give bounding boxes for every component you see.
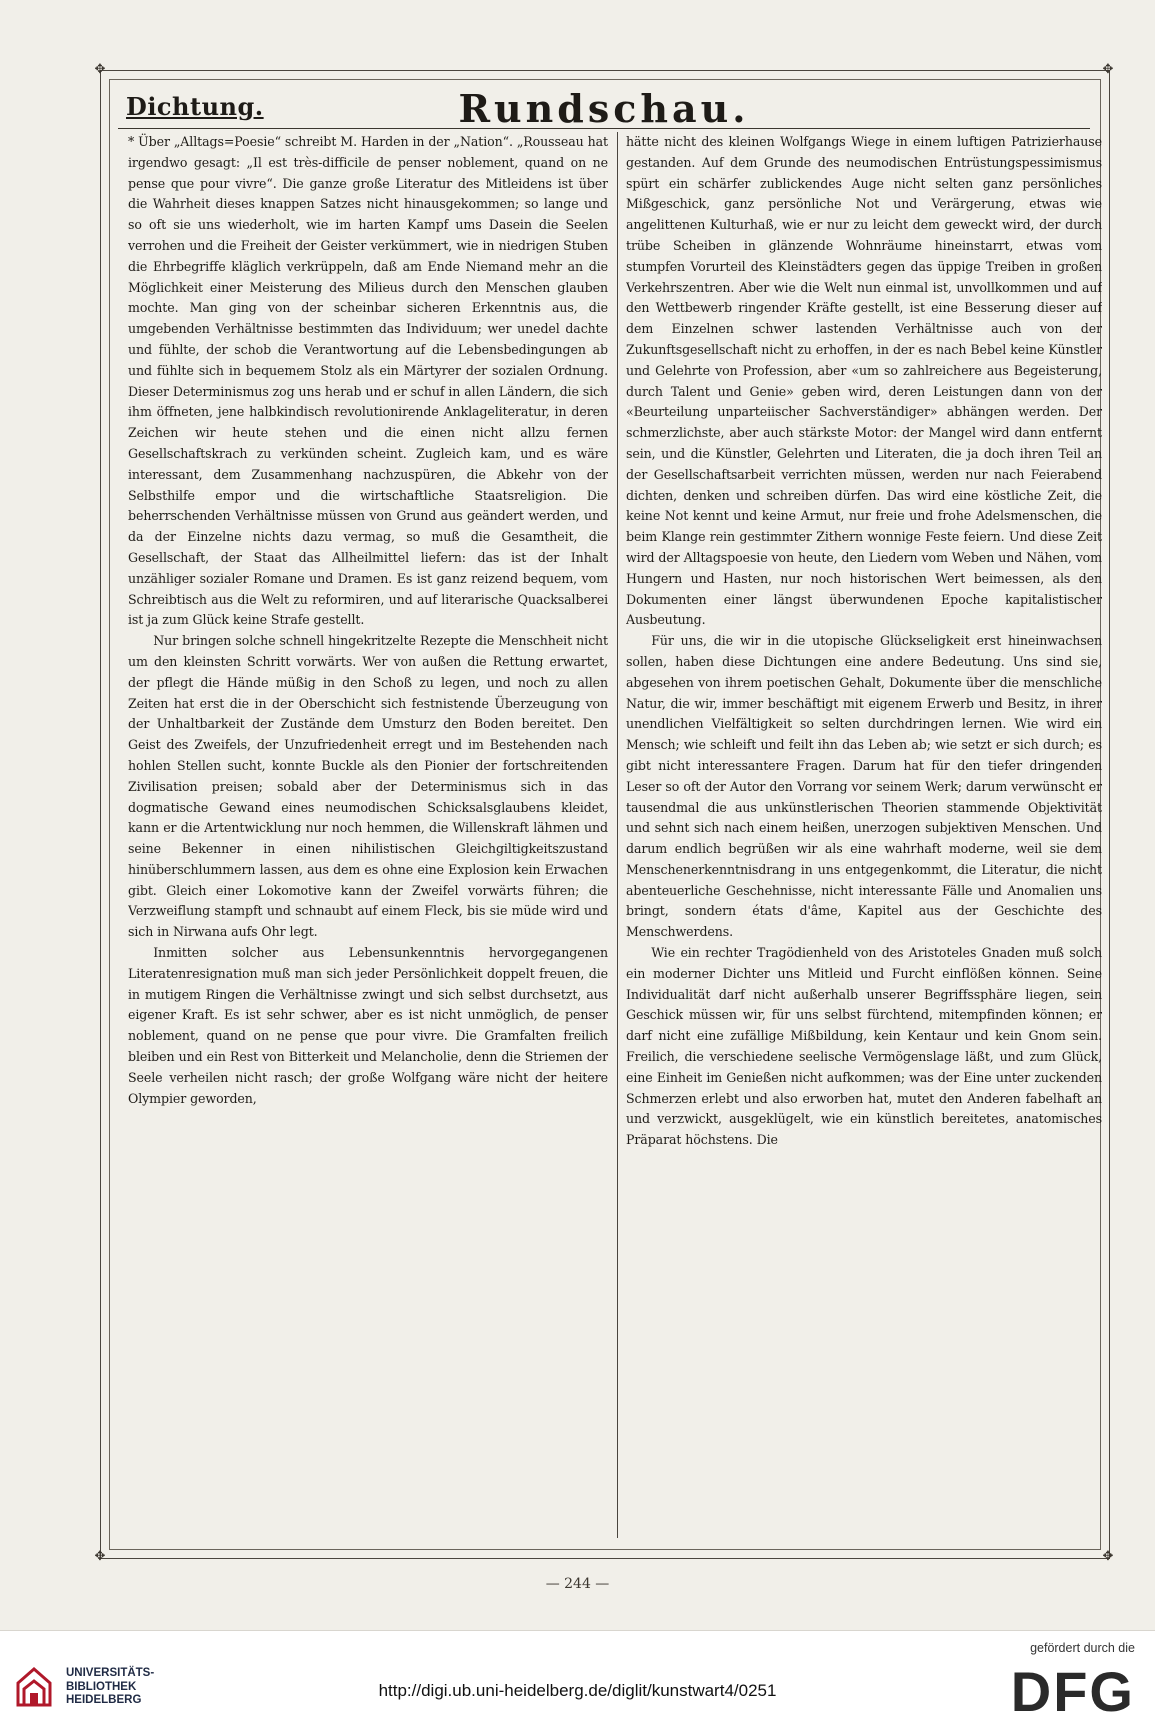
paragraph: Inmitten solcher aus Lebensunkenntnis hervorgegangenen Literatenresignation muß man sich jeder Persönlichkeit doppelt freuen, die in mutigem Ringen die Verhältnisse zwingt und sich selbst durchsetzt, aus eigener Kraft. Es ist sehr schwer, aber es ist nicht unmöglich, de penser noblement, quand on ne pense que pour vivre. Die Gramfalten freilich bleiben und ein Rest von Bitterkeit und Melancholie, denn die Striemen der Seele verheilen nicht rasch; der große Wolfgang wäre nicht der heitere Olympier geworden, bbox=[128, 945, 608, 1106]
column-divider bbox=[617, 132, 618, 1538]
page-number: — 244 — bbox=[545, 1576, 610, 1592]
paragraph: * Über „Alltags=Poesie“ schreibt M. Harden in der „Nation“. „Rousseau hat irgendwo gesagt: „Il est très-difficile de penser noblement, quand on ne pense que pour vivre“. Die ganze große Literatur des Mitleidens ist über die Wahrheit dieses knappen Satzes nicht hinausgekommen; so lange und so oft sie uns wiederholt, wie im harten Kampf ums Dasein die Seelen verrohen und die Freiheit der Geister verkümmert, wie in niedrigen Stuben die Ehrbegriffe kläglich verkrüppeln, daß am Ende Niemand mehr an die Möglichkeit einer Meisterung des Milieus durch den Menschen glauben mochte. Man ging von der scheinbar sicheren Erkenntnis aus, die umgebenden Verhältnisse bestimmten das Individuum; wer unedel dachte und fühlte, der schob die Verantwortung auf die Lebensbedingungen ab und fühlte sich in bequemem Stolz als ein Märtyrer der sozialen Ordnung. Dieser Determinismus zog uns herab und er schuf in allen Ländern, die sich ihm öffneten, jene halbkindisch revolutionirende Anklageliteratur, in deren Zeichen wir heute stehen und die einen nicht allzu fernen Gesellschaftskrach zu verkünden scheint. Zugleich kam, und es wäre interessant, dem Zusammenhang nachzuspüren, die Abkehr von der Selbsthilfe empor und die wirtschaftliche Staatsreligion. Die beherrschenden Verhältnisse müssen von Grund aus geändert werden, und da der Einzelne nichts dazu vermag, so muß die Gesamtheit, die Gesellschaft, der Staat das Allheilmittel liefern: das ist der Inhalt unzähliger sozialer Romane und Dramen. Es ist ganz reizend bequem, vom Schreibtisch aus die Welt zu reformiren, und auf literarische Quacksalberei ist ja zum Glück keine Strafe gestellt. bbox=[128, 134, 608, 628]
paragraph: Wie ein rechter Tragödienheld von des Aristoteles Gnaden muß solch ein moderner Dichter uns Mitleid und Furcht einflößen können. Seine Individualität darf nicht außerhalb unserer Begriffssphäre liegen, sein Geschick müssen wir, für uns selbst fürchtend, mitempfinden können; er darf nicht eine zufällige Mißbildung, kein Kentaur und kein Gnom sein. Freilich, die verschiedene seelische Vermögenslage läßt, und zum Glück, eine Einheit im Genießen nicht aufkommen; was der Eine unter zuckenden Schmerzen erlebt und also erworben hat, mutet den Anderen fabelhaft an und verzwickt, ausgeklügelt, wie ein künstlich bereitetes, anatomisches Präparat höchstens. Die bbox=[626, 945, 1102, 1148]
paragraph: Nur bringen solche schnell hingekritzelte Rezepte die Menschheit nicht um den kleinsten Schritt vorwärts. Wer von außen die Rettung erwartet, der pflegt die Hände müßig in den Schoß zu legen, und noch zu allen Zeiten hat erst die in der Oberschicht sich festnistende Überzeugung von der Unhaltbarkeit der Zustände dem Umsturz den Boden bereitet. Den Geist des Zweifels, der Unzufriedenheit erregt und im Bestehenden nach hohlen Stellen sucht, konnte Buckle als den Pionier der fortschreitenden Zivilisation preisen; sobald aber der Determinismus sich in das dogmatische Gewand eines neumodischen Schicksalsglaubens kleidet, kann er die Artentwicklung nur noch hemmen, die Willenskraft lähmen und seine Bekenner in einen nihilistischen Gleichgiltigkeitszustand hinüberschlummern lassen, aus dem es ohne eine Explosion kein Erwachen gibt. Gleich einer Lokomotive kann der Zweifel vorwärts führen; die Verzweiflung stampft und schnaubt auf einem Fleck, bis sie müde wird und sich in Nirwana aufs Ohr legt. bbox=[128, 633, 608, 940]
document-url-link[interactable]: http://digi.ub.uni-heidelberg.de/diglit/kunstwart4/0251 bbox=[378, 1681, 777, 1700]
paragraph: Für uns, die wir in die utopische Glückseligkeit erst hineinwachsen sollen, haben diese Dichtungen eine andere Bedeutung. Uns sind sie, abgesehen von ihrem poetischen Gehalt, Dokumente über die menschliche Natur, die wir, immer beschäftigt mit eigenem Erwerb und Besitz, in ihrer unendlichen Vielfältigkeit so selten durchdringen lernen. Wie wird ein Mensch; wie schleift und feilt ihn das Leben ab; wie setzt er sich durch; es gibt nicht interessantere Fragen. Darum hat für den tiefer dringenden Leser so oft der Autor den Vorrang vor seinem Werk; darum verwünscht er tausendmal die aus unkünstlerischen Theorien stammende Objektivität und sehnt sich nach einem heißen, unerzogen subjektiven Menschen. Und darum endlich begrüßen wir als eine wahrhaft moderne, weil sie dem Menschenerkenntnisdrang in uns entgegenkommt, die Literatur, die nicht abenteuerliche Geschehnisse, nicht interessante Fälle und Anomalien uns bringt, sondern états d'âme, Kapitel aus der Geschichte des Menschwerdens. bbox=[626, 633, 1102, 940]
page-title: Rundschau. bbox=[458, 86, 750, 131]
dfg-logo: DFG bbox=[1010, 1660, 1135, 1723]
paragraph: hätte nicht des kleinen Wolfgangs Wiege in einem luftigen Patrizierhause gestanden. Auf dem Grunde des neumodischen Entrüstungspessimismus spürt ein schärfer zublickendes Auge nicht selten ganz persönliches Mißgeschick, ganz persönliche Not und Verärgerung, etwas wie angelittenen Kulturhaß, wie er nur zu leicht dem geweckt wird, der durch trübe Scheiben in glänzende Wohnräume hineinstarrt, etwas vom stumpfen Vorurteil des Kleinstädters gegen das üppige Treiben in großen Verkehrszentren. Aber wie die Welt nun einmal ist, unvollkommen und auf den Wettbewerb ringender Kräfte gestellt, ist eine Besserung dieser auf dem Einzelnen schwer lastenden Verhältnisse auch von der Zukunftsgesellschaft nicht zu erhoffen, in der es nach Bebel keine Künstler und Gelehrte von Profession, aber «um so zahlreichere aus Begeisterung, durch Talent und Genie» geben wird, deren Leistungen dann von der «Beurteilung unparteiischer Sachverständiger» abhängen werden. Der schmerzlichste, aber auch stärkste Motor: der Mangel wird dann entfernt sein, und die Künstler, Gelehrten und Literaten, die ja doch ihren Teil an der Gesellschaftsarbeit verrichten müssen, werden nur nach Feierabend dichten, denken und schreiben dürfen. Das wird eine köstliche Zeit, die keine Not kennt und keine Armut, nur freie und frohe Adelsmenschen, die beim Klange rein gestimmter Zithern wonnige Feste feiern. Und diese Zeit wird der Alltagspoesie von heute, den Liedern vom Weben und Nähen, vom Hungern und Hasten, nur noch historischen Wert beimessen, als den Dokumenten einer längst überwundenen Epoche kapitalistischer Ausbeutung. bbox=[626, 134, 1102, 628]
page-header bbox=[126, 86, 1082, 131]
corner-ornament-icon: ✥ bbox=[94, 1549, 106, 1564]
section-label: Dichtung. bbox=[126, 92, 264, 121]
right-text-column bbox=[626, 132, 1102, 1538]
sponsor-caption: gefördert durch die bbox=[1030, 1641, 1135, 1655]
corner-ornament-icon: ✥ bbox=[1102, 1549, 1114, 1564]
header-divider bbox=[118, 128, 1090, 129]
viewer-footer bbox=[0, 1630, 1155, 1733]
corner-ornament-icon: ✥ bbox=[1102, 62, 1114, 77]
corner-ornament-icon: ✥ bbox=[94, 62, 106, 77]
left-text-column bbox=[128, 132, 608, 1538]
university-name: UNIVERSITÄTS- BIBLIOTHEK HEIDELBERG bbox=[66, 1667, 155, 1706]
